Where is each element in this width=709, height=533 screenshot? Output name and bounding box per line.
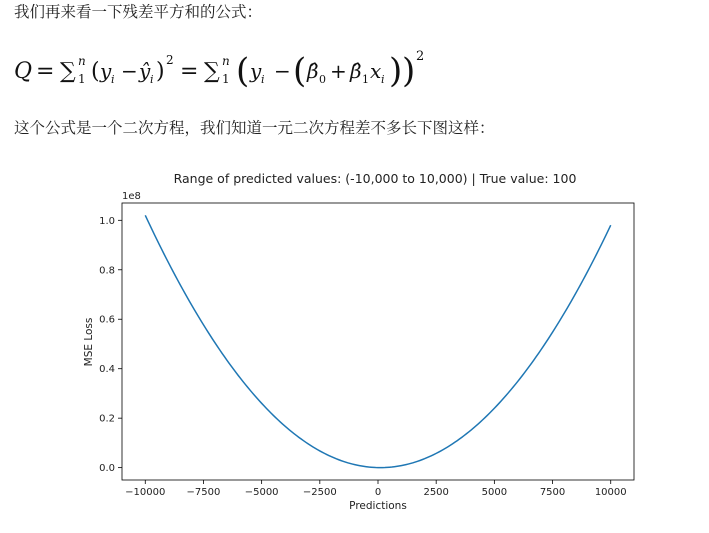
rss-formula [14,40,454,100]
formula-sub-i: i [111,73,115,86]
y-axis-multiplier: 1e8 [122,191,141,202]
chart-title: Range of predicted values: (-10,000 to 10,000) | True value: 100 [173,171,577,186]
formula-minus-2: − [274,59,291,83]
x-tick-label: 0 [374,487,382,498]
formula-sum-2-upper: n [222,54,230,68]
y-axis-ticks [99,216,122,474]
plot-area [122,203,634,480]
formula-equals-2: = [180,59,199,84]
formula-power-1: 2 [166,53,174,67]
formula-big-paren-open-2: ( [293,51,307,91]
y-axis-label: MSE Loss [83,317,95,367]
formula-plus: + [330,59,347,83]
formula-lhs: Q [14,59,33,84]
x-axis-label: Predictions [349,500,407,512]
formula-paren-open: ( [91,59,100,84]
x-tick-label: −5000 [244,487,279,498]
intro-paragraph: 我们再来看一下残差平方和的公式： [14,3,263,21]
formula-minus-1: − [121,59,138,83]
formula-sub-i-4: i [381,73,385,86]
x-tick-label: −2500 [302,487,337,498]
x-tick-label: −10000 [125,487,166,498]
formula-sum-2-lower: 1 [222,72,230,86]
x-tick-label: 2500 [423,487,449,498]
formula-sub-0: 0 [319,73,326,86]
formula-sub-i-3: i [261,73,265,86]
x-axis-ticks [125,480,626,498]
formula-big-paren-close: ) [389,51,403,91]
formula-beta-1: β̂ [350,59,362,83]
x-tick-label: −7500 [186,487,221,498]
formula-power-2: 2 [416,49,425,64]
x-tick-label: 7500 [539,487,566,498]
y-tick-label: 0.2 [99,413,115,425]
formula-beta-0: β̂ [307,59,319,83]
formula-equals-1: = [36,59,55,84]
formula-y: y [100,59,112,83]
formula-paren-close: ) [156,59,165,84]
formula-big-paren-open: ( [236,51,250,91]
y-tick-label: 1.0 [99,215,115,227]
y-tick-label: 0.8 [99,265,115,277]
formula-sum-1-lower: 1 [78,72,86,86]
formula-sum-1: ∑ [60,59,76,84]
formula-sum-1-upper: n [78,54,86,68]
formula-sum-2: ∑ [204,59,220,84]
formula-big-paren-close-2: ) [402,51,416,91]
y-tick-label: 0.0 [99,463,115,475]
formula-x: x [370,59,382,83]
formula-y-2: y [250,59,262,83]
mse-loss-chart [60,160,660,530]
y-tick-label: 0.4 [99,364,115,376]
formula-sub-i-2: i [150,73,154,86]
description-paragraph: 这个公式是一个二次方程，我们知道一元二次方程差不多长下图这样： [14,119,495,137]
formula-sub-1: 1 [362,73,369,86]
x-tick-label: 5000 [481,487,508,498]
mse-loss-curve [145,215,610,467]
y-tick-label: 0.6 [99,314,115,326]
x-tick-label: 10000 [594,487,627,498]
formula-y-hat: ŷ [139,59,151,83]
